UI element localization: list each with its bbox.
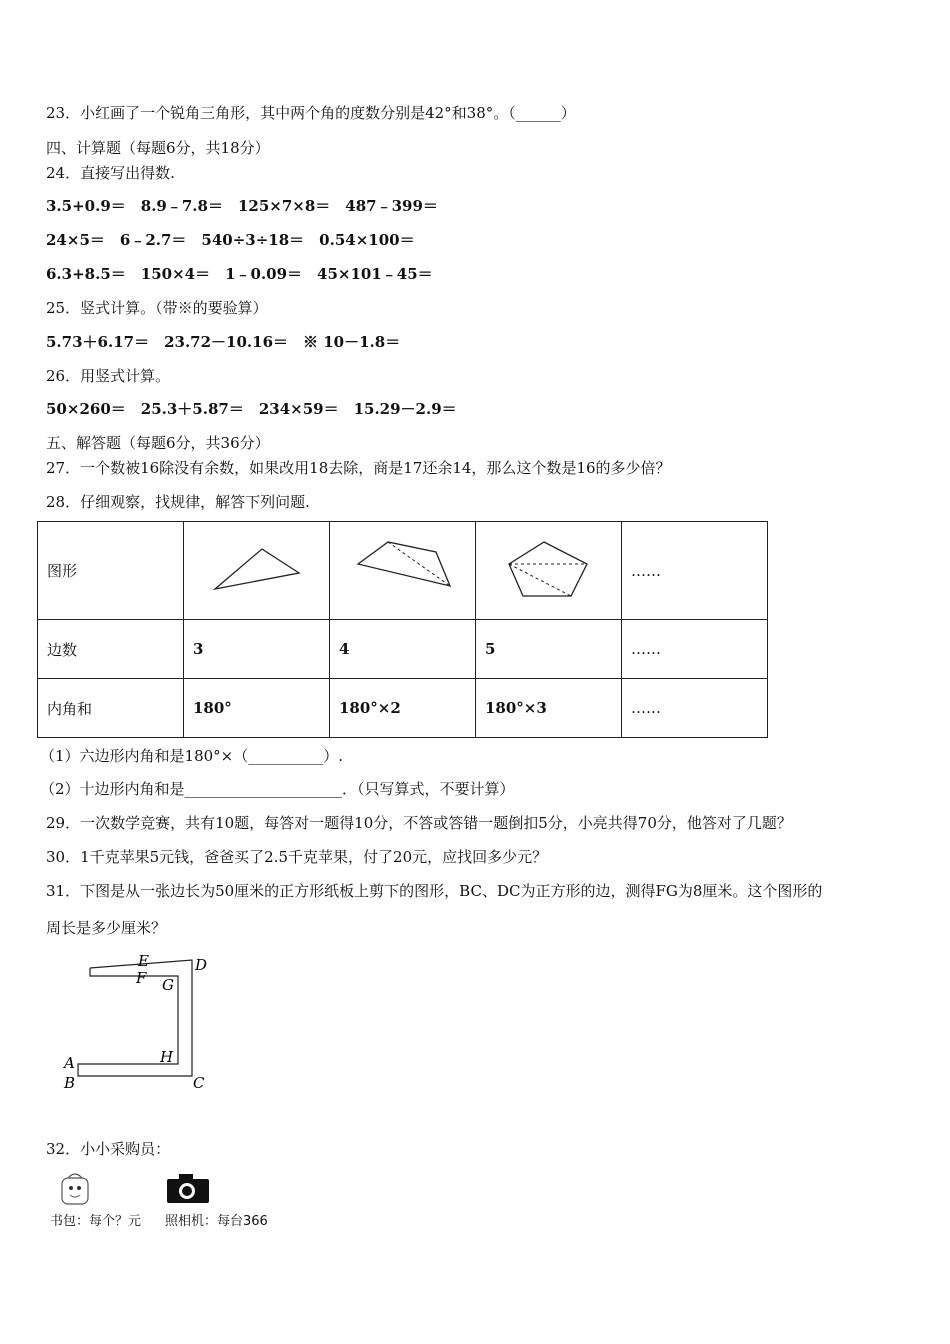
pentagon-figure	[476, 522, 622, 620]
label-g: G	[162, 976, 174, 994]
sides-cell: 5	[476, 620, 622, 679]
question-25: 25．竖式计算。（带※的要验算）	[46, 299, 268, 317]
angle-sum-cell: 180°×3	[476, 679, 622, 738]
section-5-heading: 五、解答题（每题6分，共36分）	[46, 434, 270, 452]
question-23: 23．小红画了一个锐角三角形，其中两个角的度数分别是42°和38°。（______）	[46, 104, 576, 122]
label-f: F	[136, 969, 147, 987]
question-25-items: 5.73＋6.17＝ 23.72－10.16＝ ※ 10－1.8＝	[46, 333, 401, 351]
sides-cell: ……	[622, 620, 768, 679]
quadrilateral-figure	[330, 522, 476, 620]
camera-item	[165, 1170, 268, 1229]
triangle-figure	[184, 522, 330, 620]
question-31-line-2: 周长是多少厘米？	[46, 919, 167, 937]
schoolbag-item	[50, 1170, 141, 1229]
l-shape-figure	[58, 950, 228, 1095]
camera-caption: 照相机：每台366	[165, 1214, 268, 1229]
question-26-items: 50×260＝ 25.3＋5.87＝ 234×59＝ 15.29－2.9＝	[46, 400, 457, 418]
question-31-line-1: 31．下图是从一张边长为50厘米的正方形纸板上剪下的图形，BC、DC为正方形的边，测得FG为8厘米。这个图形的	[46, 882, 823, 900]
row-label-sides: 边数	[38, 620, 184, 679]
camera-icon	[165, 1170, 211, 1206]
calc-row-2: 24×5＝ 6﹣2.7＝ 540÷3÷18＝ 0.54×100＝	[46, 231, 415, 249]
label-a: A	[64, 1054, 75, 1072]
row-label-figure: 图形	[38, 522, 184, 620]
section-4-heading: 四、计算题（每题6分，共18分）	[46, 139, 270, 157]
angle-sum-cell: 180°×2	[330, 679, 476, 738]
label-h: H	[160, 1048, 174, 1066]
question-26: 26．用竖式计算。	[46, 367, 171, 385]
label-e: E	[138, 952, 149, 970]
sides-cell: 3	[184, 620, 330, 679]
sides-cell: 4	[330, 620, 476, 679]
calc-row-3: 6.3+8.5＝ 150×4＝ 1﹣0.09＝ 45×101﹣45＝	[46, 265, 433, 283]
label-d: D	[195, 956, 208, 974]
question-28: 28．仔细观察，找规律，解答下列问题.	[46, 493, 310, 511]
calc-row-1: 3.5+0.9＝ 8.9﹣7.8＝ 125×7×8＝ 487﹣399＝	[46, 197, 438, 215]
angle-sum-cell: 180°	[184, 679, 330, 738]
polygon-table	[37, 521, 768, 738]
question-30: 30．1千克苹果5元钱，爸爸买了2.5千克苹果，付了20元，应找回多少元？	[46, 848, 548, 866]
row-label-angle-sum: 内角和	[38, 679, 184, 738]
question-28-part-1: （1）六边形内角和是180°×（__________）.	[40, 747, 344, 765]
schoolbag-caption: 书包：每个？元	[50, 1214, 142, 1229]
question-27: 27．一个数被16除没有余数，如果改用18去除，商是17还余14，那么这个数是16的多少倍？	[46, 459, 671, 477]
angle-sum-cell: ……	[622, 679, 768, 738]
label-c: C	[193, 1074, 205, 1092]
question-32: 32．小小采购员：	[46, 1140, 171, 1158]
label-b: B	[64, 1074, 76, 1092]
schoolbag-icon	[50, 1170, 100, 1206]
figure-more: ……	[622, 522, 768, 620]
question-29: 29．一次数学竞赛，共有10题，每答对一题得10分，不答或答错一题倒扣5分，小亮共得70分，他答对了几题？	[46, 814, 792, 832]
question-24: 24．直接写出得数.	[46, 164, 175, 182]
question-28-part-2: （2）十边形内角和是_____________________．（只写算式，不要计算）	[40, 780, 515, 798]
